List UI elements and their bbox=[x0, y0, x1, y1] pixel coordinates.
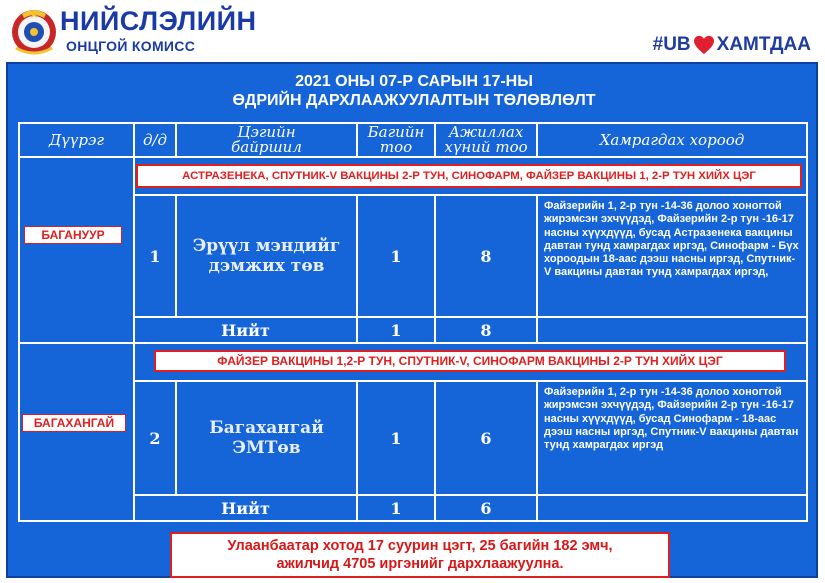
org-subtitle: ОНЦГОЙ КОМИСС bbox=[66, 38, 196, 54]
district-label-baganuur: БАГАНУУР bbox=[24, 226, 122, 244]
hashtag-suffix: ХАМТДАА bbox=[716, 34, 811, 55]
row1-site-line1: Эрүүл мэндийг bbox=[192, 236, 341, 256]
summary-line1: Улаанбаатар хотод 17 суурин цэгт, 25 багийн 182 эмч, bbox=[227, 538, 613, 554]
col-header-staff-line2: хүний тоо bbox=[444, 138, 528, 156]
row1-total-label: Нийт bbox=[133, 316, 358, 344]
col-header-teams-line2: тоо bbox=[379, 138, 413, 156]
row1-khoroo-note: Файзерийн 1, 2-р тун -14-36 долоо хоногтой жирэмсэн эхчүүдэд, Файзерийн 2-р тун -16-17 насны хүүхдүүд, бусад Астразенека вакцины давтан тунд хамрагдах иргэд, Синофарм - Бүх хороодын 18-аас дээш насны иргэд, Спутник-V вакцины давтан тунд хамрагдах иргэд, bbox=[536, 194, 808, 318]
row2-site-line1: Багахангай bbox=[209, 418, 324, 438]
col-header-teams bbox=[356, 122, 436, 158]
row1-teams: 1 bbox=[356, 194, 436, 318]
col-header-staff-line1: Ажиллах bbox=[448, 123, 524, 141]
col-header-staff bbox=[434, 122, 538, 158]
title-line1: 2021 ОНЫ 07-Р САРЫН 17-НЫ bbox=[295, 73, 533, 90]
col-header-district: Дүүрэг bbox=[18, 122, 135, 158]
hashtag bbox=[653, 34, 811, 56]
col-header-khoroo: Хамрагдах хороод bbox=[536, 122, 808, 158]
title-line2: ӨДРИЙН ДАРХЛААЖУУЛАЛТЫН ТӨЛӨВЛӨЛТ bbox=[232, 92, 596, 109]
col-header-teams-line1: Багийн bbox=[367, 123, 425, 141]
district1-vaccine-banner: АСТРАЗЕНЕКА, СПУТНИК-V ВАКЦИНЫ 2-Р ТУН, СИНОФАРМ, ФАЙЗЕР ВАКЦИНЫ 1, 2-Р ТУН ХИЙХ ЦЭГ bbox=[136, 164, 802, 188]
row2-total-staff: 6 bbox=[434, 494, 538, 522]
state-emblem-icon bbox=[8, 4, 60, 56]
heart-icon bbox=[693, 35, 715, 55]
row2-staff: 6 bbox=[434, 380, 538, 496]
row2-total-teams: 1 bbox=[356, 494, 436, 522]
row2-teams: 1 bbox=[356, 380, 436, 496]
row1-site bbox=[175, 194, 358, 318]
row2-total-label: Нийт bbox=[133, 494, 358, 522]
row2-khoroo-note: Файзерийн 1, 2-р тун -14-36 долоо хоногтой жирэмсэн эхчүүдэд, Файзерийн 2-р тун -16-17 насны хүүхдүүд, бусад Синофарм - 18-аас дээш насны иргэд, Спутник-V вакцины давтан тунд хамрагдах иргэд bbox=[536, 380, 808, 496]
row1-staff: 8 bbox=[434, 194, 538, 318]
row2-no: 2 bbox=[133, 380, 177, 496]
row2-site-line2: ЭМТөв bbox=[232, 438, 301, 458]
district-label-bagakhangai: БАГАХАНГАЙ bbox=[22, 414, 126, 432]
row1-total-staff: 8 bbox=[434, 316, 538, 344]
row1-site-line2: дэмжих төв bbox=[208, 256, 325, 276]
summary-line2: ажилчид 4705 иргэнийг дархлаажуулна. bbox=[276, 556, 564, 572]
row2-total-empty bbox=[536, 494, 808, 522]
org-title: НИЙСЛЭЛИЙН bbox=[60, 6, 257, 36]
page-header bbox=[0, 0, 825, 60]
row1-total-teams: 1 bbox=[356, 316, 436, 344]
col-header-no: д/д bbox=[133, 122, 177, 158]
schedule-panel bbox=[6, 62, 818, 578]
col-header-site bbox=[175, 122, 358, 158]
col-header-site-line2: байршил bbox=[231, 138, 302, 156]
row1-no: 1 bbox=[133, 194, 177, 318]
summary-box bbox=[170, 532, 670, 578]
page-title bbox=[8, 72, 820, 110]
district-cell-baganuur bbox=[18, 156, 135, 344]
col-header-site-line1: Цэгийн bbox=[237, 123, 296, 141]
hashtag-prefix: #UB bbox=[652, 34, 691, 55]
row2-site bbox=[175, 380, 358, 496]
row1-total-empty bbox=[536, 316, 808, 344]
district2-vaccine-banner: ФАЙЗЕР ВАКЦИНЫ 1,2-Р ТУН, СПУТНИК-V, СИНОФАРМ ВАКЦИНЫ 2-Р ТУН ХИЙХ ЦЭГ bbox=[154, 350, 786, 372]
district-cell-bagakhangai bbox=[18, 342, 135, 522]
